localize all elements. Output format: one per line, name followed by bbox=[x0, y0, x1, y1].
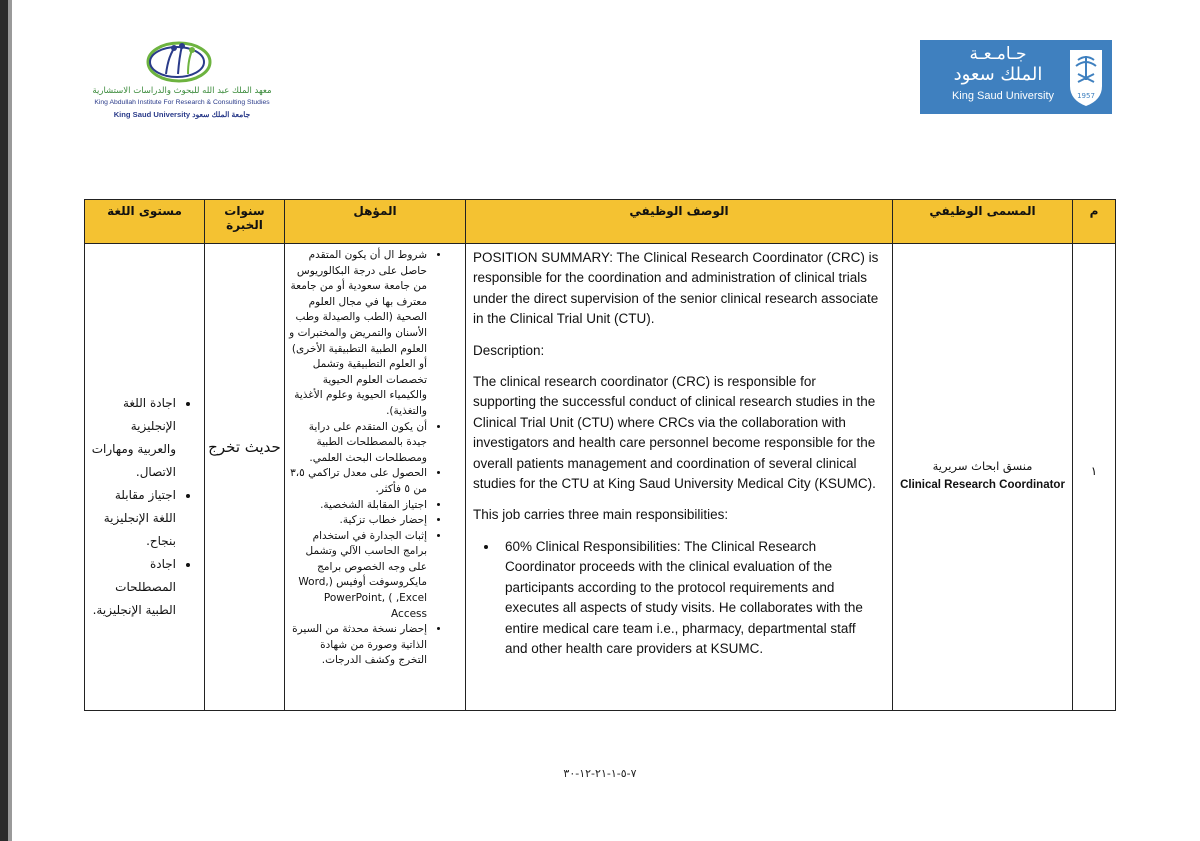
table-row bbox=[85, 244, 1116, 711]
qualification-item: • أن يكون المتقدم على دراية جيدة بالمصطلحات الطبية ومصطلحات البحث العلمي. bbox=[289, 420, 427, 467]
qualification-item: • إثبات الجدارة في استخدام برامج الحاسب الآلي وتشمل على وجه الخصوص برامج مايكروسوفت أوفيس (Word, Excel, ) PowerPoint, Access bbox=[289, 529, 427, 623]
qualification-item: • الحصول على معدل تراكمي ٣،٥ من ٥ فأكثر. bbox=[289, 466, 427, 497]
position-summary: POSITION SUMMARY: The Clinical Research Coordinator (CRC) is responsible for the coordination and administration of clinical trials under the direct supervision of the senior clinical research associate in the Clinical Trial Unit (CTU). bbox=[473, 250, 879, 327]
row-number: ١ bbox=[1073, 244, 1116, 711]
job-title-cell bbox=[893, 244, 1073, 711]
page-edge-shadow bbox=[0, 0, 8, 841]
job-title-arabic: منسق ابحاث سريرية bbox=[932, 459, 1033, 473]
ksu-emblem-icon bbox=[1066, 46, 1106, 108]
job-title-english: Clinical Research Coordinator bbox=[900, 479, 1065, 491]
ksu-english-name: King Saud University bbox=[951, 90, 1055, 102]
header-qualification: المؤهل bbox=[285, 200, 466, 244]
ksu-logo bbox=[920, 40, 1112, 114]
header-description: الوصف الوظيفي bbox=[466, 200, 893, 244]
qualification-item: • إحضار خطاب تزكية. bbox=[289, 513, 427, 529]
header-num: م bbox=[1073, 200, 1116, 244]
language-cell bbox=[85, 244, 205, 711]
kaircs-ksu-line: King Saud University جامعة الملك سعود bbox=[113, 110, 251, 119]
description-text: The clinical research coordinator (CRC) is responsible for supporting the successful conduct of clinical research studies in the Clinical Trial Unit (CTU) where CRCs via the collaboration with investigators and health care personnel become responsible for the overall patients management and coordination of several clinical studies for the CTU at King Saud University Medical City (KSUMC). bbox=[473, 374, 876, 492]
header-experience: سنوات الخبرة bbox=[205, 200, 285, 244]
page-edge-highlight bbox=[8, 0, 12, 841]
table-header-row bbox=[85, 200, 1116, 244]
language-item: • اجادة المصطلحات الطبية الإنجليزية. bbox=[91, 553, 176, 622]
qualification-list bbox=[289, 248, 453, 669]
header-title: المسمى الوظيفي bbox=[893, 200, 1073, 244]
qualification-cell bbox=[285, 244, 466, 711]
ksu-year: 1957 bbox=[1077, 92, 1095, 100]
qualification-item: • اجتياز المقابلة الشخصية. bbox=[289, 498, 427, 514]
kaircs-english-name: King Abdullah Institute For Research & Consulting Studies bbox=[94, 99, 270, 106]
job-table bbox=[84, 199, 1116, 711]
language-item: • اجادة اللغة الإنجليزية والعربية ومهارات الاتصال. bbox=[91, 392, 176, 484]
kaircs-logo bbox=[82, 36, 282, 126]
ksu-arabic-line2: الملك سعود bbox=[953, 64, 1043, 85]
document-code: ٧-٥-١-٢١-١٢-٣٠ bbox=[563, 767, 637, 780]
qualification-item: • شروط ال أن يكون المتقدم حاصل على درجة البكالوريوس من جامعة سعودية أو من جامعة معترف بها في مجال العلوم الصحية (الطب والصيدلة وطب الأسنان والتمريض والمختبرات و العلوم الطبية التطبيقية الأخرى) أو العلوم التطبيقية وتشمل تخصصات العلوم الحيوية والكيمياء الحيوية وعلوم الأغذية والتغذية). bbox=[289, 248, 427, 420]
header-language: مستوى اللغة bbox=[85, 200, 205, 244]
responsibilities-intro: This job carries three main responsibilities: bbox=[473, 507, 729, 523]
responsibilities-list bbox=[473, 537, 880, 659]
description-label: Description: bbox=[473, 342, 545, 358]
kaircs-arabic-name: معهد الملك عبد الله للبحوث والدراسات الاستشارية bbox=[92, 86, 272, 96]
ksu-arabic-line1: جـامـعـة bbox=[969, 44, 1027, 64]
description-cell bbox=[466, 244, 893, 711]
language-item: • اجتياز مقابلة اللغة الإنجليزية بنجاح. bbox=[91, 484, 176, 553]
responsibility-item: • 60% Clinical Responsibilities: The Clinical Research Coordinator proceeds with the clinical evaluation of the participants according to the protocol requirements and executes all aspects of study visits. He collaborates with the entire medical care team i.e., pharmacy, departmental staff and other health care providers at KSUMC. bbox=[499, 537, 880, 659]
experience-cell: حديث تخرج bbox=[205, 244, 285, 711]
kaircs-emblem-icon bbox=[144, 38, 214, 84]
language-list bbox=[91, 392, 194, 622]
qualification-item: • إحضار نسخة محدثة من السيرة الذاتية وصورة من شهادة التخرج وكشف الدرجات. bbox=[289, 622, 427, 669]
